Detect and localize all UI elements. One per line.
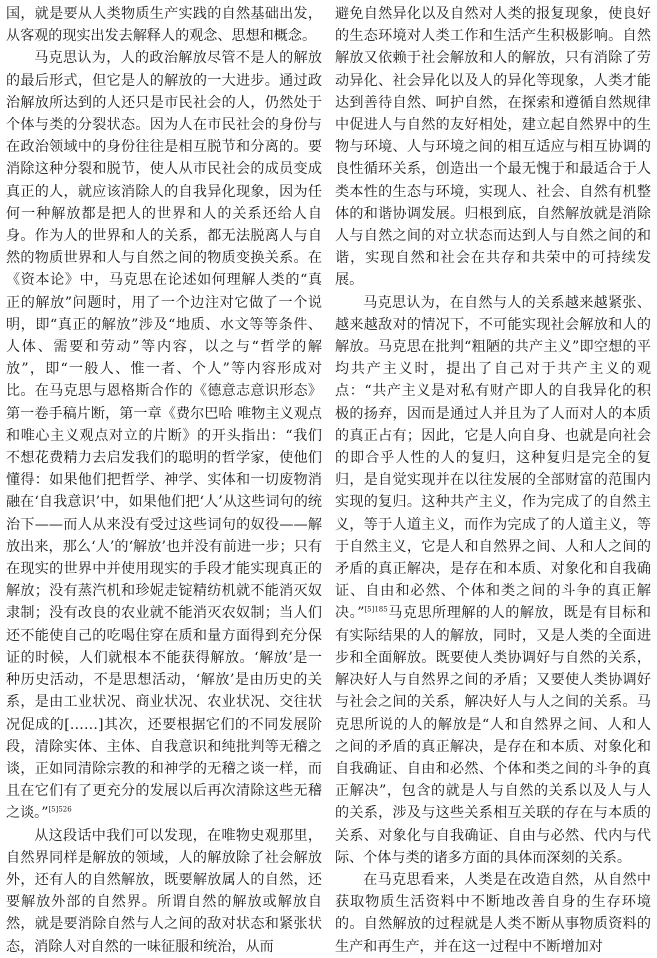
paragraph-text: 马克思所理解的人的解放，既是有目标和有实际结果的人的解放，同时，又是人类的全面进步和全面解放。既要使人类协调好与自然的关系，解决好人与自然界之间的矛盾；又要使人类协调好与社会之间的关系，解决好人与人之间的关系。马克思所说的人的解放是“人和自然界之间、人和人之间的矛盾的真正解决，是存在和本质、对象化和自我确证、自由和必然、个体和类之间的斗争的真正解决”，包含的就是人与自然的关系以及人与人的关系，涉及与这些关系相互关联的存在与本质的关系、对象化与自我确证、自由与必然、代内与代际、个体与类的诸多方面的具体而深刻的关系。 (335, 605, 652, 866)
citation-ref: [5]526 (48, 805, 72, 814)
paragraph-text: 马克思认为，人的政治解放尽管不是人的解放的最后形式，但它是人的解放的一大进步。通过政治解放所达到的人还只是市民社会的人，仍然处于个体与类的分裂状态。因为人在市民社会的身份与在政治领域中的身份往往是相互脱节和分离的。要消除这种分裂和脱节，使人从市民社会的成员变成真正的人，就应该消除人的自我异化现象，因为任何一种解放都是把人的世界和人的关系还给人自身。作为人的世界和人的关系，都无法脱离人与自然的物质世界和人与自然之间的物质变换关系。在《资本论》中，马克思在论述如何理解人类的“真正的解放”问题时，用了一个边注对它做了一个说明，即“真正的解放”涉及“地质、水文等等条件、人体、需要和劳动”等内容，以之与“哲学的解放”，即“一般人、惟一者、个人”等内容形成对比。在马克思与恩格斯合作的《德意志意识形态》第一卷手稿片断，第一章《费尔巴哈 唯物主义观点和唯心主义观点对立的片断》的开头指出：“我们不想花费精力去启发我们的聪明的哲学家，使他们懂得：如果他们把哲学、神学、实体和一切废物消融在‘自我意识’中，如果他们把‘人’从这些词句的统治下——而人从来没有受过这些词句的奴役——解放出来，那么‘人’的‘解放’也并没有前进一步；只有在现实的世界中并使用现实的手段才能实现真正的解放；没有蒸汽机和珍妮走锭精纺机就不能消灭奴隶制；没有改良的农业就不能消灭农奴制；当人们还不能使自己的吃喝住穿在质和量方面得到充分保证的时候，人们就根本不能获得解放。‘解放’是一种历史活动，不是思想活动，‘解放’是由历史的关系，是由工业状况、商业状况、农业状况、交往状况促成的[……]其次，还要根据它们的不同发展阶段，清除实体、主体、自我意识和纯批判等无稽之谈，正如同清除宗教的和神学的无稽之谈一样，而且在它们有了更充分的发展以后再次清除这些无稽之谈。” (6, 50, 322, 822)
paragraph: 从这段话中我们可以发现，在唯物史观那里，自然界同样是解放的领域，人的解放除了社会解放外，还有人的自然解放，既要解放属人的自然，还要解放外部的自然界。所谓自然的解放或解放自然，就是要消除自然与人之间的敌对状态和紧张状态，消除人对自然的一味征服和统治，从而 (6, 827, 322, 955)
citation-ref: [5]185 (364, 605, 388, 614)
paragraph (6, 47, 322, 824)
paragraph-text: 马克思认为，在自然与人的关系越来越紧张、越来越敌对的情况下，不可能实现社会解放和人的解放。马克思在批判“粗陋的共产主义”即空想的平均共产主义时，提出了自己对于共产主义的观点：“共产主义是对私有财产即人的自我异化的积极的扬弃，因而是通过人并且为了人而对人的本质的真正占有；因此，它是人向自身、也就是向社会的即合乎人性的人的复归，这种复归是完全的复归，是自觉实现并在以往发展的全部财富的范围内实现的复归。这种共产主义，作为完成了的自然主义，等于人道主义，而作为完成了的人道主义，等于自然主义，它是人和自然界之间、人和人之间的矛盾的真正解决，是存在和本质、对象化和自我确证、自由和必然、个体和类之间的斗争的真正解决。” (335, 294, 651, 622)
paragraph: 避免自然异化以及自然对人类的报复现象，使良好的生态环境对人类工作和生活产生积极影响。自然解放又依赖于社会解放和人的解放，只有消除了劳动异化、社会异化以及人的异化等现象，人类才能达到善待自然、呵护自然，在探索和遵循自然规律中促进人与自然的友好相处，建立起自然界中的生物与环境、人与环境之间的相互适应与相互协调的良性循环关系，创造出一个最无愧于和最适合于人类本性的生态与环境，实现人、社会、自然有机整体的和谐协调发展。归根到底，自然解放就是消除人与自然之间的对立状态而达到人与自然之间的和谐，实现自然和社会在共存和共荣中的可持续发展。 (335, 6, 651, 289)
paragraph: 国，就是要从人类物质生产实践的自然基础出发，从客观的现实出发去解释人的观念、思想和概念。 (6, 6, 322, 45)
left-column (6, 3, 322, 955)
right-column (335, 3, 652, 955)
paragraph (335, 292, 651, 869)
paragraph: 在马克思看来，人类是在改造自然，从自然中获取物质生活资料中不断地改善自身的生存环境的。自然解放的过程就是人类不断从事物质资料的生产和再生产，并在这一过程中不断增加对 (335, 871, 651, 955)
